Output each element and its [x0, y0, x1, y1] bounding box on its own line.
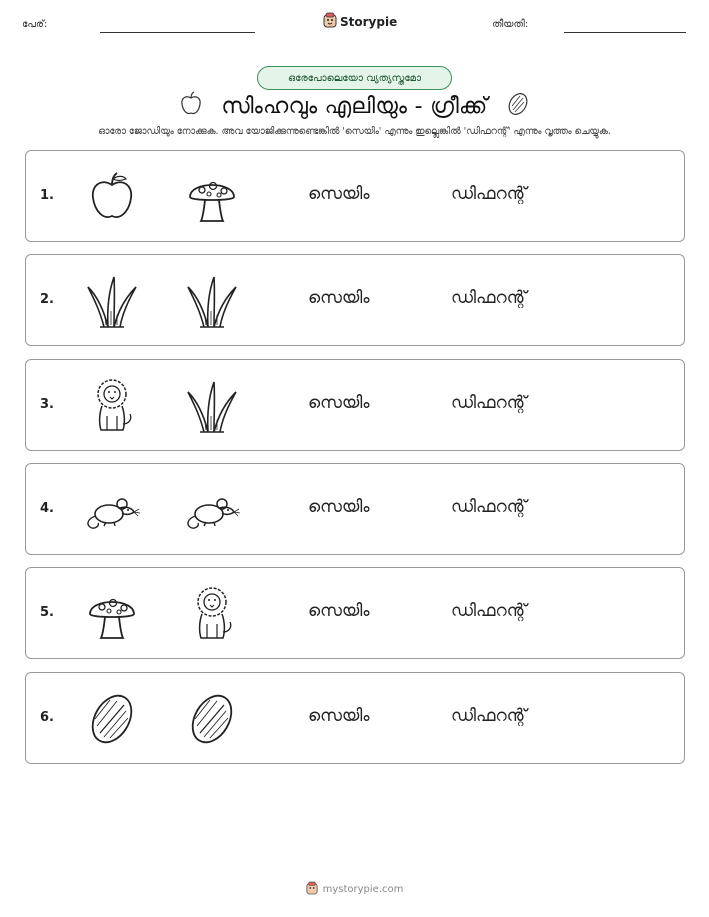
apple-icon — [82, 167, 142, 227]
same-option[interactable]: സെയിം — [308, 705, 370, 726]
worksheet-type-badge: ഒരേപോലെയോ വ്യത്യസ്തമോ — [257, 66, 452, 90]
different-option[interactable]: ഡിഫറന്റ് — [451, 601, 527, 622]
name-field-line[interactable] — [100, 32, 255, 33]
worksheet-header — [0, 0, 709, 40]
storypie-mascot-icon — [306, 880, 318, 899]
question-number: 3. — [40, 396, 54, 412]
question-row — [25, 359, 685, 451]
instructions: ഓരോ ജോഡിയും നോക്കുക. അവ യോജിക്കുന്നുണ്ടെങ്കിൽ 'സെയിം' എന്നും ഇല്ലെങ്കിൽ 'ഡിഫറന്റ്' എന്നും വൃത്തം ചെയ്യുക. — [98, 126, 611, 137]
question-row — [25, 463, 685, 555]
question-number: 5. — [40, 605, 54, 621]
page-title: സിംഹവും എലിയും - ഗ്രീക്ക് — [221, 93, 488, 119]
question-row — [25, 672, 685, 764]
same-option[interactable]: സെയിം — [308, 288, 370, 309]
lion-icon — [82, 376, 142, 436]
grass-icon — [182, 271, 242, 331]
question-number: 2. — [40, 292, 54, 308]
title-row — [0, 88, 709, 124]
storypie-mascot-icon — [323, 12, 337, 32]
question-number: 1. — [40, 188, 54, 203]
mushroom-icon — [82, 584, 142, 644]
seed-icon — [182, 689, 242, 749]
same-option[interactable]: സെയിം — [308, 601, 370, 622]
question-number: 4. — [40, 500, 54, 516]
date-field-line[interactable] — [564, 32, 686, 33]
name-label: പേര്: — [22, 19, 48, 30]
question-row — [25, 254, 685, 346]
brand-name: Storypie — [340, 15, 398, 29]
question-number: 6. — [40, 709, 54, 725]
different-option[interactable]: ഡിഫറന്റ് — [451, 184, 527, 204]
different-option[interactable]: ഡിഫറന്റ് — [451, 392, 527, 413]
date-label: തീയതി: — [492, 19, 529, 30]
grass-icon — [182, 376, 242, 436]
same-option[interactable]: സെയിം — [308, 184, 370, 204]
same-option[interactable]: സെയിം — [308, 392, 370, 413]
different-option[interactable]: ഡിഫറന്റ് — [451, 705, 527, 726]
question-row — [25, 567, 685, 659]
different-option[interactable]: ഡിഫറന്റ് — [451, 496, 527, 517]
lion-icon — [182, 584, 242, 644]
question-row — [25, 150, 685, 242]
grass-icon — [82, 271, 142, 331]
footer-url: mystorypie.com — [322, 884, 404, 895]
different-option[interactable]: ഡിഫറന്റ് — [451, 288, 527, 309]
seed-icon — [82, 689, 142, 749]
apple-icon — [179, 91, 203, 121]
seed-icon — [506, 91, 530, 121]
mushroom-icon — [182, 167, 242, 227]
mouse-icon — [82, 480, 142, 540]
footer — [0, 880, 709, 899]
mouse-icon — [182, 480, 242, 540]
brand-logo — [323, 12, 397, 32]
same-option[interactable]: സെയിം — [308, 496, 370, 517]
